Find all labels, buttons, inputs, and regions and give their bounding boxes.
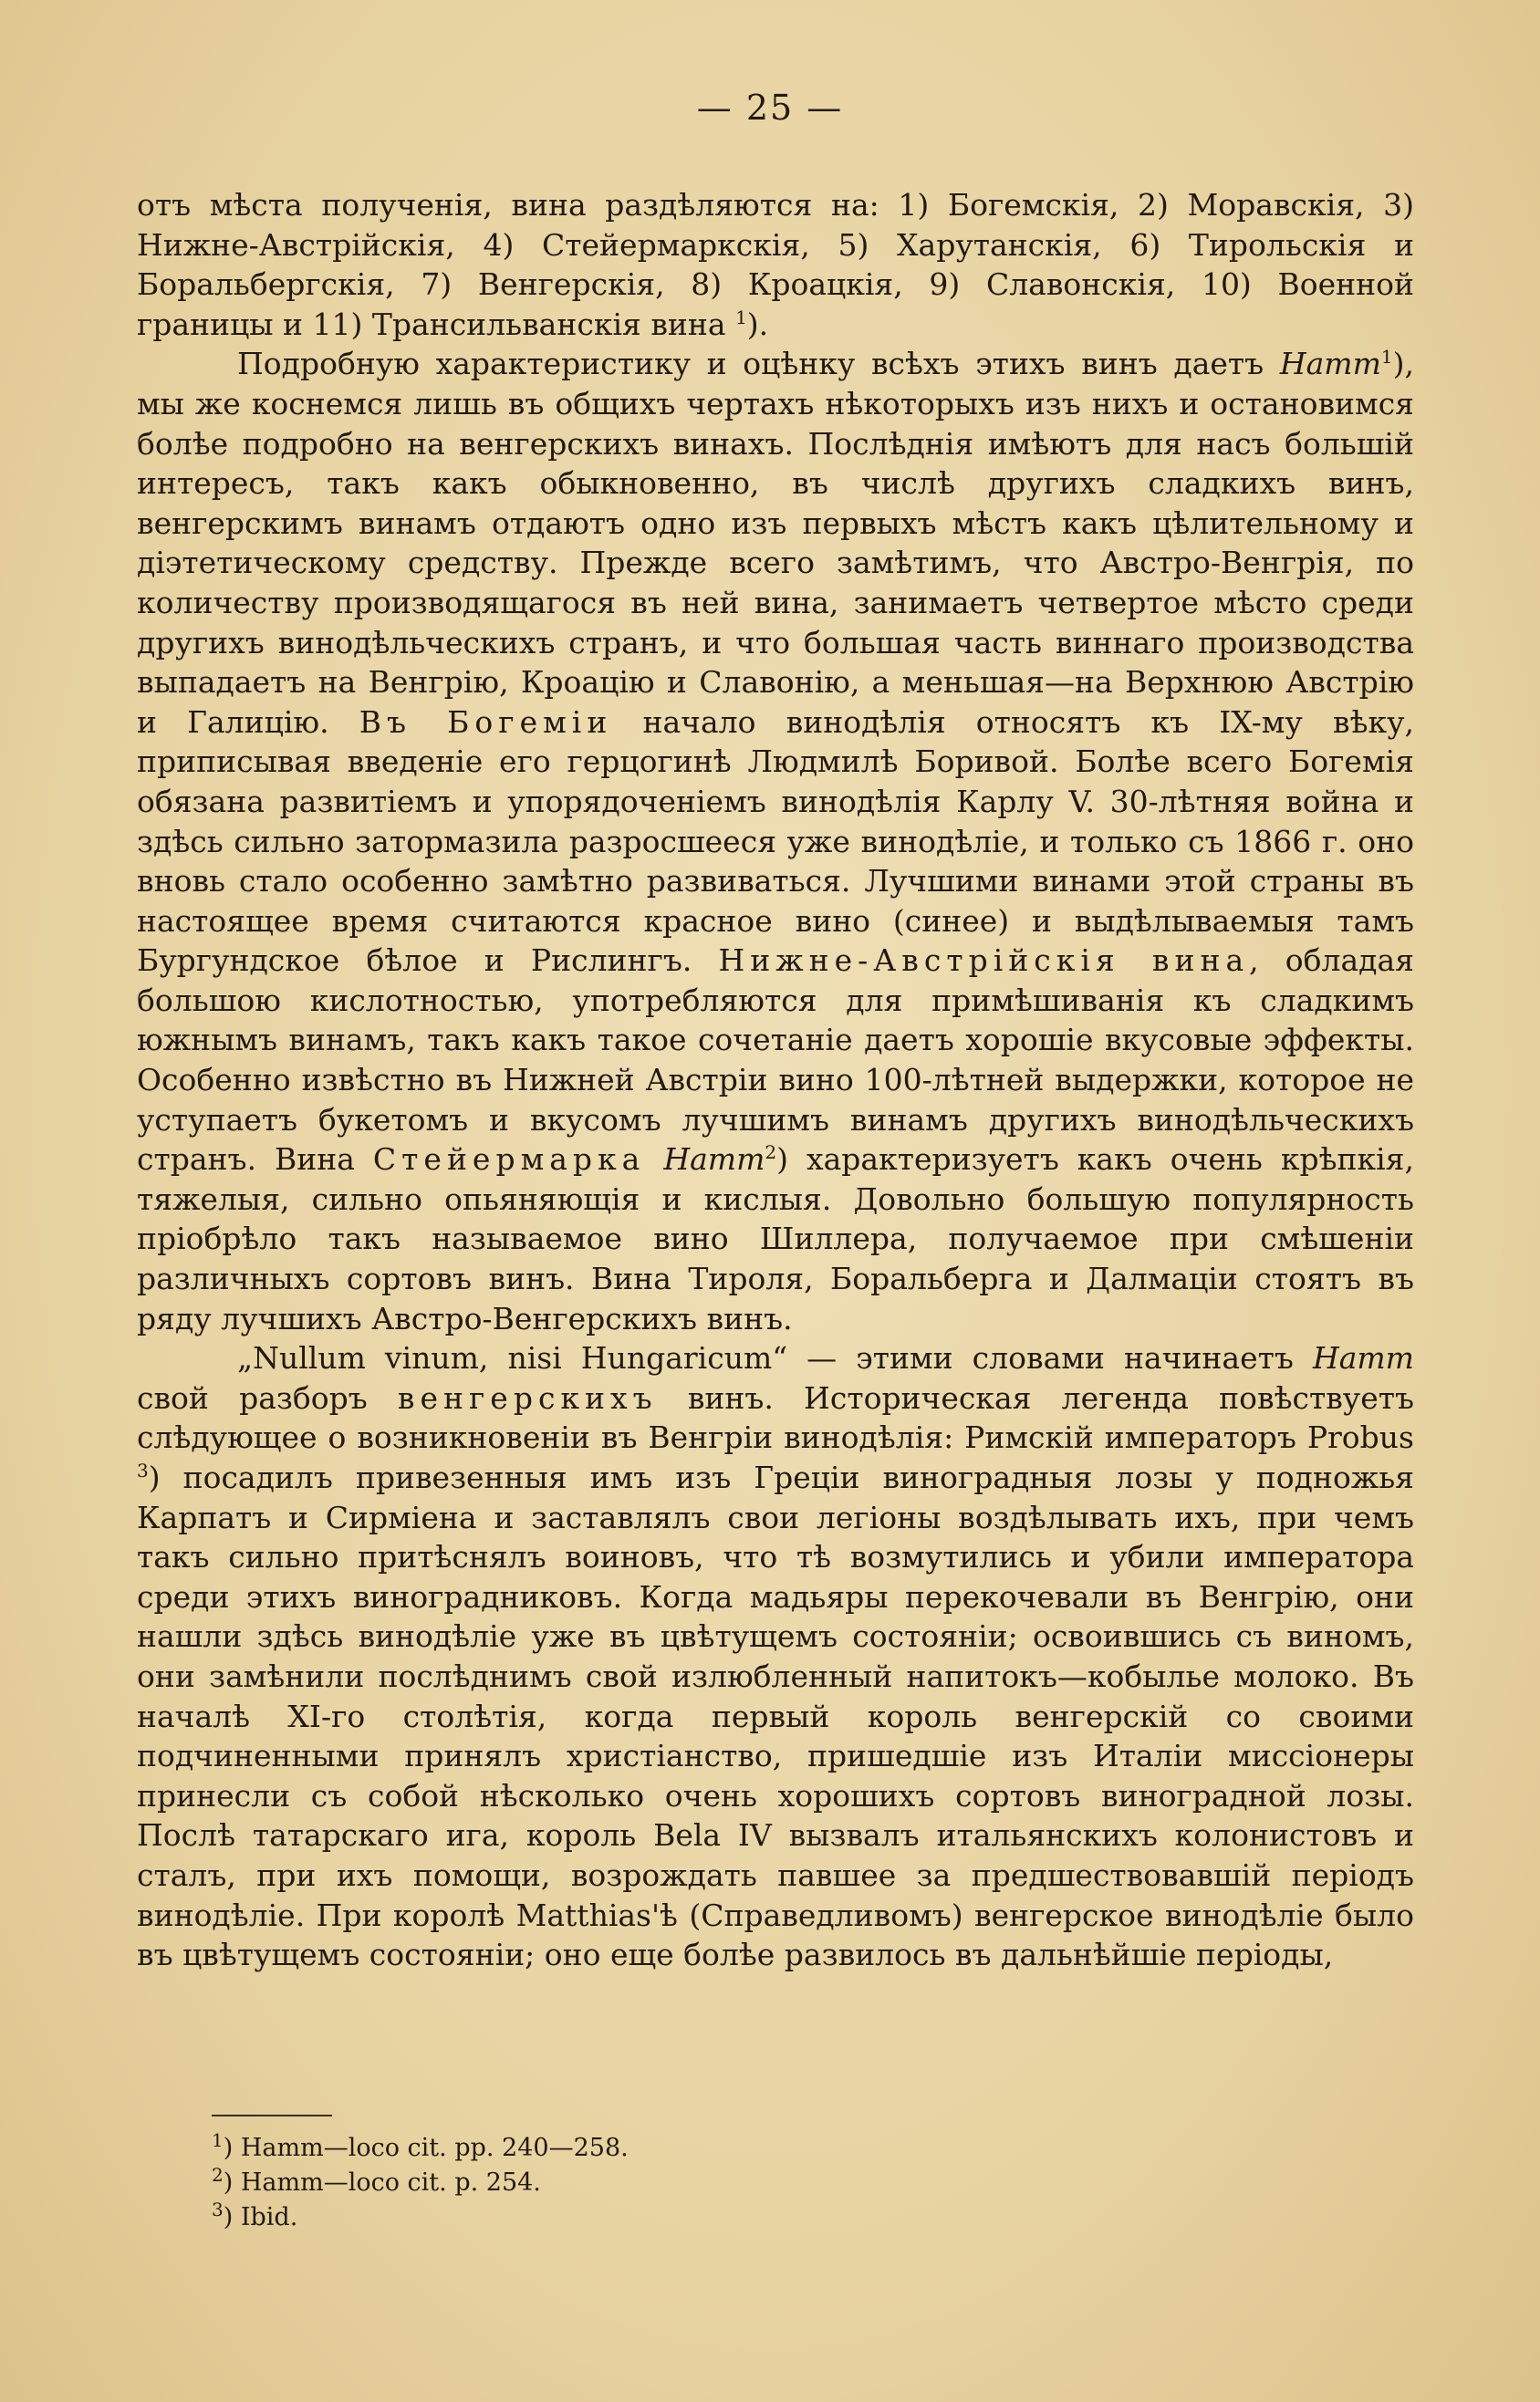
- paragraph-2-text-c: начало винодѣлія относятъ къ IX-му вѣку, приписывая введеніе его герцогинѣ Людмилѣ Боривой. Болѣе всего Богемія обязана развитіемъ и упорядоченіемъ винодѣлія Карлу V. 30-лѣтняя война и здѣсь сильно затормазила разросшееся уже винодѣліе, и только съ 1866 г. оно вновь стало особенно замѣтно развиваться. Лучшими винами этой страны въ настоящее время считаются красное вино (синее) и выдѣлываемыя тамъ Бургундское бѣлое и Рислингъ.: [137, 703, 1415, 979]
- footnote-text: ) Hamm—loco cit. p. 254.: [223, 2168, 541, 2197]
- spaced-lower-austria: Нижне-Австрійскія вина: [718, 942, 1250, 979]
- footnote-1: [212, 2131, 1306, 2166]
- paragraph-2-text-d: , обладая большою кислотностью, употребляются для примѣшиванія къ сладкимъ южнымъ винамъ, такъ какъ такое сочетаніе даетъ хорошіе вкусовые эффекты. Особенно извѣстно въ Нижней Австріи вино 100-лѣтней выдержки, которое не уступаетъ букетомъ и вкусомъ лучшимъ винамъ другихъ винодѣльческихъ странъ. Вина: [137, 942, 1414, 1178]
- paragraph-3-text-c: винъ. Историческая легенда повѣствуетъ слѣдующее о возникновеніи въ Венгріи винодѣлія: Римскій императоръ Probus: [137, 1379, 1414, 1456]
- spaced-hungarian: венгерскихъ: [397, 1379, 658, 1416]
- paragraph-3-text-b: свой разборъ: [137, 1379, 398, 1416]
- paragraph-2-text-b: ), мы же коснемся лишь въ общихъ чертахъ нѣкоторыхъ изъ нихъ и остановимся болѣе подробно на венгерскихъ винахъ. Послѣднія имѣютъ для насъ большій интересъ, такъ какъ обыкновенно, въ числѣ другихъ сладкихъ винъ, венгерскимъ винамъ отдаютъ одно изъ первыхъ мѣстъ какъ цѣлительному и діэтетическому средству. Прежде всего замѣтимъ, что Австро-Венгрія, по количеству производящагося въ ней вина, занимаетъ четвертое мѣсто среди другихъ винодѣльческихъ странъ, и что большая часть виннаго производства выпадаетъ на Венгрію, Кроацію и Славонію, а меньшая—на Верхнюю Австрію и Галицію.: [137, 346, 1414, 740]
- footnote-ref-1b: 1: [1380, 346, 1393, 369]
- paragraph-3-text-d: ) посадилъ привезенныя имъ изъ Греціи виноградныя лозы у подножья Карпатъ и Сирміена и заставлялъ свои легіоны воздѣлывать ихъ, при чемъ такъ сильно притѣснялъ воиновъ, что тѣ возмутились и убили императора среди этихъ виноградниковъ. Когда мадьяры перекочевали въ Венгрію, они нашли здѣсь винодѣліе уже въ цвѣтущемъ состояніи; освоившись съ виномъ, они замѣнили послѣднимъ свой излюбленный напитокъ—кобылье молоко. Въ началѣ XI-го столѣтія, когда первый король венгерскій со своими подчиненными принялъ христіанство, пришедшіе изъ Италіи миссіонеры принесли съ собой нѣсколько очень хорошихъ сортовъ виноградной лозы. Послѣ татарскаго ига, король Bela IV вызвалъ итальянскихъ колонистовъ и сталъ, при ихъ помощи, возрождать павшее за предшествовавшій періодъ винодѣліе. При королѣ Matthias'ѣ (Справедливомъ) венгерское винодѣліе было въ цвѣтущемъ состояніи; оно еще болѣе развилось въ дальнѣйшіе періоды,: [137, 1460, 1414, 1973]
- footnote-2: [212, 2166, 1306, 2200]
- footnote-mark: 2: [212, 2164, 224, 2186]
- spaced-styria: Стейермарка: [372, 1141, 646, 1178]
- latin-quote: „Nullum vinum, nisi Hungaricum“: [237, 1340, 788, 1377]
- footnote-ref-2: 2: [765, 1141, 777, 1164]
- author-hamm-3: Hamm: [1312, 1340, 1414, 1377]
- author-hamm: Hamm: [1279, 346, 1381, 382]
- paragraph-1: отъ мѣста полученія, вина раздѣляются на: 1) Богемскія, 2) Моравскія, 3) Нижне-Австрійскія, 4) Стейермаркскія, 5) Харутанскія, 6) Тирольскія и Боральбергскія, 7) Венгерскія, 8) Кроацкія, 9) Славонскія, 10) Военной границы и 11) Трансильванскія вина $^1$).: [137, 187, 1414, 342]
- paragraph-2: [137, 344, 1414, 1338]
- footnote-mark: 1: [212, 2129, 224, 2151]
- author-hamm-2: Hamm: [663, 1141, 765, 1178]
- paragraph-3: [137, 1338, 1414, 1975]
- footnote-divider: [212, 2115, 332, 2116]
- footnote-text: ) Ibid.: [223, 2203, 298, 2231]
- spaced-bohemia: Въ Богеміи: [359, 703, 613, 740]
- footnote-mark: 3: [212, 2199, 224, 2220]
- paragraph-2-text-a: Подробную характеристику и оцѣнку всѣхъ этихъ винъ даетъ: [237, 346, 1280, 382]
- footnotes: [212, 2131, 1306, 2235]
- paragraph-3-text-a: — этими словами начинаетъ: [787, 1340, 1313, 1377]
- footnote-ref-1: 1: [735, 306, 747, 328]
- paragraph-1-text: отъ мѣста полученія, вина раздѣляются на: 1) Богемскія, 2) Моравскія, 3) Нижне-Австрійскія, 4) Стейермаркскія, 5) Харутанскія, 6) Тирольскія и Боральбергскія, 7) Венгерскія, 8) Кроацкія, 9) Славонскія, 10) Военной границы и 11) Трансильванскія вина: [137, 187, 1414, 342]
- footnote-3: [212, 2200, 1306, 2235]
- main-text: [137, 185, 1414, 1975]
- page-number: — 25 —: [696, 88, 844, 128]
- footnote-text: ) Hamm—loco cit. pp. 240—258.: [223, 2134, 629, 2162]
- footnote-ref-3: 3: [137, 1460, 149, 1482]
- paragraph-2-text-e: ) характеризуетъ какъ очень крѣпкія, тяжелыя, сильно опьяняющія и кислыя. Довольно большую популярность пріобрѣло такъ называемое вино Шиллера, получаемое при смѣшеніи различныхъ сортовъ винъ. Вина Тироля, Боральберга и Далмаціи стоятъ въ ряду лучшихъ Австро-Венгерскихъ винъ.: [137, 1141, 1414, 1336]
